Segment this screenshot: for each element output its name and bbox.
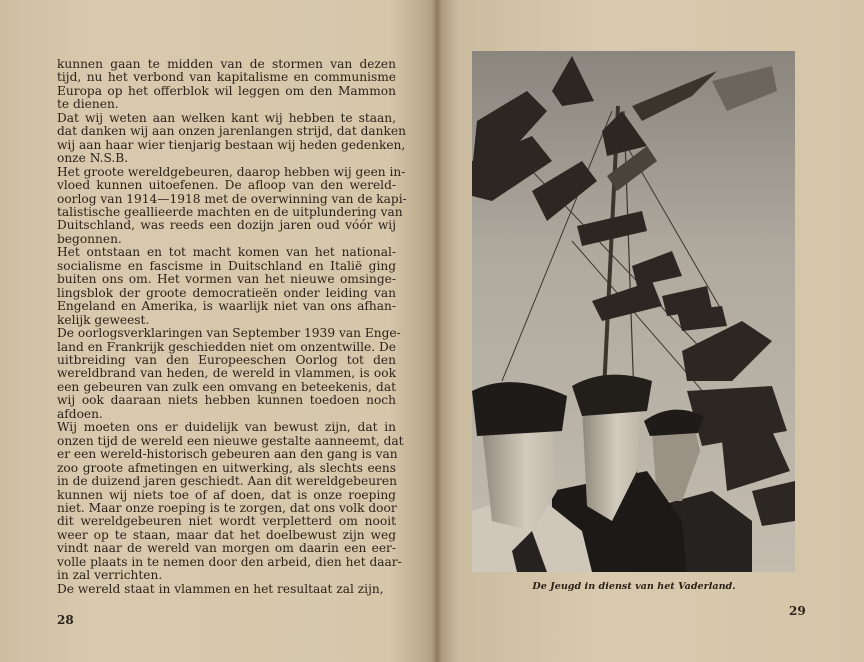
- text-line: Engeland en Amerika, is waarlijk niet van ons afhan-: [57, 299, 396, 314]
- text-line: afdoen.: [57, 406, 103, 421]
- text-line: dit wereldgebeuren niet wordt verpletterd om nooit: [57, 514, 396, 529]
- text-line: er een wereld-historisch gebeuren aan den gang is van: [57, 447, 398, 462]
- body-text: [57, 57, 407, 596]
- text-line: begonnen.: [57, 231, 122, 246]
- text-line: Het groote wereldgebeuren, daarop hebben wij geen in-: [57, 164, 406, 179]
- text-line: uitbreiding van den Europeeschen Oorlog tot den: [57, 352, 396, 367]
- text-line: vloed kunnen uitoefenen. De afloop van den wereld-: [57, 178, 396, 193]
- text-line: Dat wij weten aan welken kant wij hebben te staan,: [57, 110, 396, 125]
- text-line: volle plaats in te nemen door den arbeid, dien het daar-: [57, 554, 402, 569]
- text-line: onze N.S.B.: [57, 151, 129, 166]
- photo-illustration: [472, 51, 795, 572]
- text-line: kunnen wij niets toe of af doen, dat is onze roeping: [57, 487, 396, 502]
- text-line: buiten ons om. Het vormen van het nieuwe omsinge-: [57, 272, 396, 287]
- text-line: niet. Maar onze roeping is te zorgen, dat ons volk door: [57, 500, 397, 515]
- text-line: te dienen.: [57, 97, 119, 112]
- text-line: in de duizend jaren geschiedt. Aan dit wereldgebeuren: [57, 474, 397, 489]
- text-line: lingsblok der groote democratieën onder leiding van: [57, 285, 396, 300]
- text-line: vindt naar de wereld van morgen om daarin een eer-: [57, 541, 396, 556]
- page-number-right: 29: [789, 604, 806, 618]
- text-line: een gebeuren van zulk een omvang en beteekenis, dat: [57, 379, 396, 394]
- text-line: onzen tijd de wereld een nieuwe gestalte aanneemt, dat: [57, 433, 404, 448]
- text-line: wij ook daaraan niets hebben kunnen toedoen noch: [57, 393, 396, 408]
- text-line: Duitschland, was reeds een dozijn jaren oud vóór wij: [57, 218, 396, 233]
- text-line: wij aan haar wier tienjarig bestaan wij heden gedenken,: [57, 137, 406, 152]
- text-line: Europa op het offerblok wil leggen om den Mammon: [57, 83, 396, 98]
- text-line: in zal verrichten.: [57, 568, 163, 583]
- text-line: zoo groote afmetingen en uitwerking, als slechts eens: [57, 460, 396, 475]
- right-page: [437, 0, 864, 662]
- photograph: [472, 51, 795, 572]
- text-line: weer op te staan, maar dat het doelbewust zijn weg: [57, 527, 396, 542]
- text-line: talistische geallieerde machten en de uitplundering van: [57, 204, 403, 219]
- text-line: Wij moeten ons er duidelijk van bewust zijn, dat in: [57, 420, 396, 435]
- photo-caption: De Jeugd in dienst van het Vaderland.: [532, 581, 736, 592]
- page-number-left: 28: [57, 613, 74, 627]
- text-line: wereldbrand van heden, de wereld in vlammen, is ook: [57, 366, 396, 381]
- text-line: dat danken wij aan onzen jarenlangen strijd, dat danken: [57, 124, 406, 139]
- text-line: tijd, nu het verbond van kapitalisme en communisme: [57, 70, 396, 85]
- text-line: oorlog van 1914—1918 met de overwinning van de kapi-: [57, 191, 407, 206]
- text-line: kelijk geweest.: [57, 312, 150, 327]
- text-line: kunnen gaan te midden van de stormen van dezen: [57, 57, 396, 71]
- text-line: De wereld staat in vlammen en het resultaat zal zijn,: [57, 581, 384, 596]
- text-line: socialisme en fascisme in Duitschland en Italië ging: [57, 258, 396, 273]
- text-line: De oorlogsverklaringen van September 1939 van Enge-: [57, 326, 401, 341]
- text-line: land en Frankrijk geschiedden niet om onzentwille. De: [57, 339, 396, 354]
- text-line: Het ontstaan en tot macht komen van het national-: [57, 245, 396, 260]
